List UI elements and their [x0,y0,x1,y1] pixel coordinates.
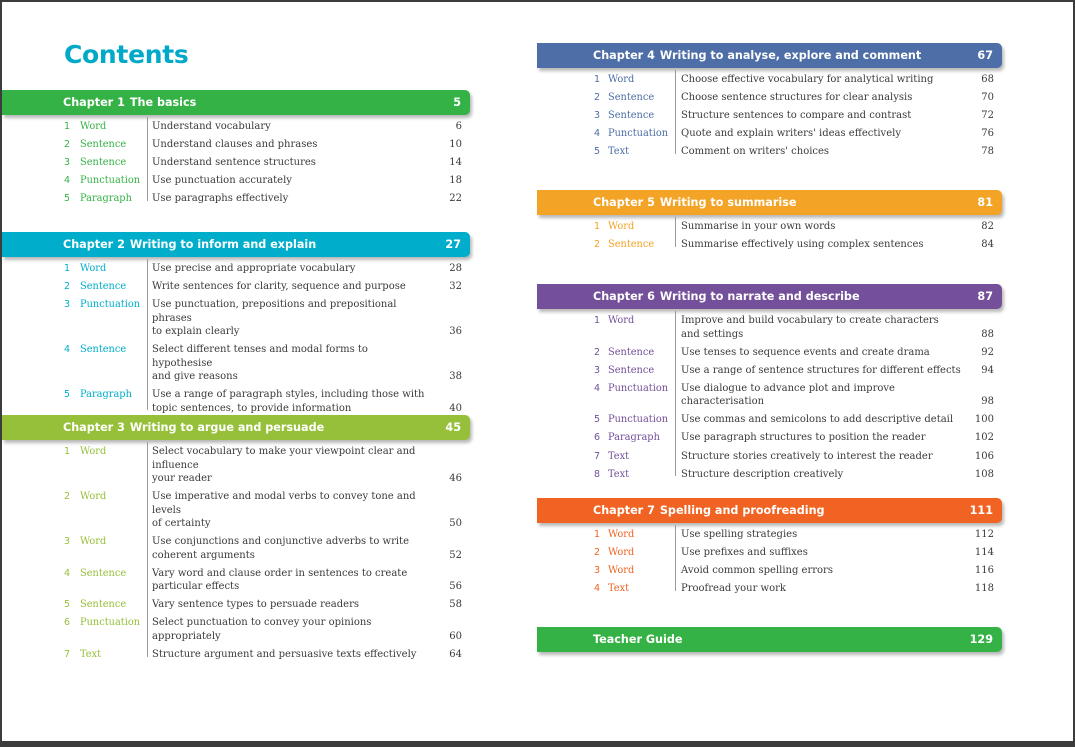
unit-page-number: 108 [974,468,994,480]
unit-type: Paragraph [80,193,132,205]
unit-description: Use commas and semicolons to add descriptive detail [681,414,954,426]
chapter-title-text: Spelling and proofreading [659,504,825,517]
unit-list [2,120,470,206]
unit-description: Use precise and appropriate vocabulary [152,263,356,274]
chapter-title [593,498,825,523]
unit-description: Use prefixes and suffixes [681,547,808,559]
unit-description: Use conjunctions and conjunctive adverbs to write coherent arguments [152,536,409,561]
unit-page-number: 70 [981,92,994,104]
chapter-ch1 [2,90,470,210]
unit-number: 3 [64,157,71,169]
chapter-header[interactable] [2,90,470,115]
unit-description: Proofread your work [681,583,786,595]
chapter-title-text: Writing to analyse, explore and comment [659,49,922,62]
unit-number: 1 [594,221,601,232]
unit-page-number: 38 [449,371,462,383]
chapter-title [593,190,796,215]
unit-description: Understand vocabulary [152,121,271,132]
unit-number: 2 [64,139,71,151]
unit-type: Sentence [80,567,127,579]
unit-type: Sentence [608,364,655,376]
chapter-title [63,90,196,115]
unit-page-number: 82 [981,221,994,232]
unit-row[interactable] [64,567,462,594]
unit-number: 1 [64,263,71,274]
unit-page-number: 60 [449,630,462,642]
chapter-title [593,43,921,68]
unit-description: Avoid common spelling errors [681,565,833,577]
chapter-ch3 [2,415,470,666]
chapter-page-number: 67 [977,49,993,62]
unit-page-number: 46 [449,473,462,484]
page-title: Contents [64,40,189,69]
unit-page-number: 32 [449,281,462,293]
unit-row[interactable] [64,343,462,384]
chapter-page-number: 81 [977,196,993,209]
unit-description: Vary sentence types to persuade readers [152,599,359,611]
unit-number: 4 [594,382,601,394]
unit-number: 2 [594,92,601,104]
unit-row[interactable] [594,546,994,560]
unit-number: 5 [594,146,601,158]
chapter-title-text: Writing to summarise [659,196,797,209]
unit-page-number: 118 [974,583,994,595]
unit-type: Sentence [80,599,127,611]
unit-number: 3 [594,565,601,577]
unit-type: Paragraph [80,389,132,401]
unit-list [537,220,1002,252]
unit-page-number: 28 [449,263,462,274]
chapter-label: Chapter 3 [63,421,125,434]
unit-type: Text [608,146,630,158]
unit-number: 2 [594,547,601,559]
unit-description: Improve and build vocabulary to create characters and settings [681,315,939,340]
unit-type: Paragraph [608,432,660,444]
unit-description: Use a range of paragraph styles, including those with topic sentences, to provide information [152,389,425,414]
unit-description: Understand sentence structures [152,157,316,169]
chapter-header[interactable] [537,498,1002,523]
chapter-ch2 [2,232,470,420]
unit-number: 6 [64,617,71,629]
unit-number: 4 [64,344,71,356]
unit-description: Choose sentence structures for clear analysis [681,92,913,104]
unit-number: 1 [64,446,71,457]
unit-description: Summarise effectively using complex sentences [681,239,924,251]
unit-type: Sentence [608,92,655,104]
unit-row[interactable] [594,145,994,159]
unit-row[interactable] [594,346,994,360]
unit-row[interactable] [64,174,462,188]
unit-type: Word [608,529,635,540]
unit-description: Use tenses to sequence events and create drama [681,346,930,358]
unit-type: Text [608,583,630,595]
unit-number: 4 [64,175,71,187]
unit-description: Write sentences for clarity, sequence and purpose [152,281,406,293]
chapter-ch6 [537,284,1002,486]
unit-page-number: 52 [449,549,462,561]
unit-row[interactable] [64,535,462,562]
unit-type: Word [608,547,635,559]
unit-type: Sentence [80,139,127,151]
unit-type: Punctuation [80,175,141,187]
chapter-header[interactable] [537,190,1002,215]
chapter-header[interactable] [2,232,470,257]
unit-type: Text [608,468,630,480]
unit-type: Word [608,221,635,232]
unit-page-number: 114 [974,547,994,559]
unit-row[interactable] [64,280,462,294]
chapter-label: Chapter 6 [593,290,655,303]
unit-row[interactable] [594,91,994,105]
unit-number: 1 [594,315,601,326]
unit-page-number: 84 [981,239,994,251]
chapter-page-number: 87 [977,290,993,303]
chapter-page-number: 45 [445,421,461,434]
unit-row[interactable] [64,262,462,276]
unit-page-number: 58 [449,599,462,611]
unit-type: Text [80,649,102,661]
unit-type: Word [80,536,107,548]
unit-number: 5 [594,414,601,426]
unit-type: Word [80,263,107,274]
unit-page-number: 78 [981,146,994,158]
chapter-title-text: Writing to argue and persuade [129,421,325,434]
unit-number: 5 [64,389,71,401]
chapter-ch7 [537,498,1002,600]
unit-page-number: 88 [981,328,994,340]
unit-row[interactable] [594,528,994,542]
unit-row[interactable] [594,314,994,341]
unit-page-number: 36 [449,326,462,338]
unit-number: 2 [64,281,71,293]
unit-page-number: 94 [981,364,994,376]
unit-page-number: 50 [449,518,462,530]
chapter-page-number: 129 [969,633,993,646]
unit-row[interactable] [64,192,462,206]
unit-type: Sentence [80,281,127,293]
unit-row[interactable] [594,109,994,123]
unit-description: Use dialogue to advance plot and improve characterisation [681,382,895,408]
column-divider [675,70,676,154]
unit-row[interactable] [594,450,994,464]
unit-page-number: 72 [981,110,994,122]
unit-list [2,262,470,415]
chapter-label: Chapter 5 [593,196,655,209]
unit-description: Structure stories creatively to interest the reader [681,450,933,462]
unit-description: Select punctuation to convey your opinions appropriately [152,617,372,642]
unit-row[interactable] [64,490,462,531]
chapter-teacher [537,627,1002,652]
column-divider [675,525,676,591]
unit-row[interactable] [64,616,462,643]
unit-type: Sentence [80,157,127,169]
unit-type: Word [608,74,635,85]
unit-list [537,528,1002,596]
unit-page-number: 92 [981,346,994,358]
unit-row[interactable] [594,564,994,578]
unit-number: 8 [594,468,601,480]
unit-description: Comment on writers' choices [681,146,830,158]
unit-number: 3 [64,299,71,311]
chapter-label: Chapter 7 [593,504,655,517]
unit-row[interactable] [64,445,462,486]
unit-row[interactable] [594,468,994,482]
unit-page-number: 6 [455,121,462,132]
unit-number: 1 [594,529,601,540]
unit-description: Use punctuation, prepositions and prepositional phrases to explain clearly [152,299,397,338]
unit-number: 2 [64,491,71,503]
unit-row[interactable] [64,156,462,170]
unit-row[interactable] [594,582,994,596]
unit-description: Vary word and clause order in sentences to create particular effects [152,567,408,593]
chapter-ch5 [537,190,1002,256]
column-divider [675,217,676,247]
unit-type: Sentence [608,239,655,251]
unit-row[interactable] [64,138,462,152]
unit-description: Use spelling strategies [681,529,798,540]
chapter-title-text: Teacher Guide [593,633,683,646]
chapter-header[interactable] [537,284,1002,309]
unit-list [537,314,1002,481]
unit-row[interactable] [594,382,994,409]
unit-number: 3 [594,110,601,122]
unit-page-number: 76 [981,128,994,140]
column-divider [147,442,148,657]
unit-page-number: 116 [974,565,994,577]
unit-type: Text [608,450,630,462]
unit-description: Structure sentences to compare and contrast [681,110,912,122]
unit-list [2,445,470,662]
unit-row[interactable] [594,413,994,427]
unit-type: Word [80,446,107,457]
unit-row[interactable] [64,298,462,339]
unit-type: Word [80,491,107,503]
unit-number: 4 [594,128,601,140]
chapter-title [593,284,860,309]
unit-page-number: 112 [974,529,994,540]
unit-row[interactable] [64,648,462,662]
unit-page-number: 106 [974,450,994,462]
unit-page-number: 100 [974,414,994,426]
unit-type: Word [608,565,635,577]
column-divider [147,117,148,201]
unit-description: Summarise in your own words [681,221,836,232]
chapter-page-number: 27 [445,238,461,251]
unit-page-number: 22 [449,193,462,205]
unit-type: Sentence [608,346,655,358]
chapter-ch4 [537,43,1002,163]
chapter-label: Chapter 1 [63,96,125,109]
unit-description: Quote and explain writers' ideas effectively [681,128,901,140]
unit-description: Use paragraph structures to position the reader [681,432,926,444]
unit-type: Punctuation [608,382,669,394]
unit-description: Select different tenses and modal forms to hypothesise and give reasons [152,344,368,383]
chapter-title [593,627,682,652]
chapter-title [63,232,316,257]
unit-page-number: 10 [449,139,462,151]
unit-type: Word [80,121,107,132]
unit-number: 6 [594,432,601,444]
unit-description: Structure description creatively [681,468,844,480]
unit-number: 3 [594,364,601,376]
chapter-page-number: 111 [969,504,993,517]
chapter-header[interactable] [2,415,470,440]
unit-row[interactable] [594,238,994,252]
unit-page-number: 64 [449,649,462,661]
unit-row[interactable] [64,598,462,612]
unit-row[interactable] [594,220,994,234]
column-divider [147,259,148,410]
unit-row[interactable] [594,127,994,141]
unit-description: Understand clauses and phrases [152,139,318,151]
unit-number: 1 [594,74,601,85]
unit-page-number: 14 [449,157,462,169]
unit-type: Word [608,315,635,326]
unit-row[interactable] [594,364,994,378]
unit-description: Use paragraphs effectively [152,193,289,205]
unit-type: Sentence [80,344,127,356]
chapter-title-text: The basics [129,96,197,109]
unit-number: 5 [64,193,71,205]
unit-type: Sentence [608,110,655,122]
unit-number: 4 [64,567,71,579]
chapter-label: Chapter 2 [63,238,125,251]
unit-description: Use imperative and modal verbs to convey tone and levels of certainty [152,491,416,530]
unit-number: 2 [594,346,601,358]
unit-number: 4 [594,583,601,595]
chapter-title-text: Writing to narrate and describe [659,290,860,303]
unit-list [537,73,1002,159]
unit-type: Punctuation [608,414,669,426]
unit-page-number: 56 [449,581,462,593]
contents-page [2,2,1073,741]
unit-description: Choose effective vocabulary for analytical writing [681,74,934,85]
unit-number: 1 [64,121,71,132]
chapter-title [63,415,324,440]
unit-type: Punctuation [80,617,141,629]
chapter-header[interactable] [537,627,1002,652]
unit-number: 2 [594,239,601,251]
unit-description: Select vocabulary to make your viewpoint clear and influence your reader [152,446,416,484]
unit-page-number: 102 [974,432,994,444]
unit-description: Use punctuation accurately [152,175,292,187]
unit-row[interactable] [64,388,462,415]
column-divider [675,311,676,476]
chapter-title-text: Writing to inform and explain [129,238,317,251]
unit-row[interactable] [64,120,462,134]
unit-type: Punctuation [80,299,141,311]
unit-page-number: 98 [981,396,994,408]
chapter-header[interactable] [537,43,1002,68]
unit-page-number: 18 [449,175,462,187]
unit-number: 7 [594,450,601,462]
unit-number: 7 [64,649,71,661]
chapter-label: Chapter 4 [593,49,655,62]
unit-description: Structure argument and persuasive texts effectively [152,649,417,661]
unit-row[interactable] [594,431,994,445]
unit-number: 3 [64,536,71,548]
unit-description: Use a range of sentence structures for different effects [681,364,961,376]
chapter-page-number: 5 [453,96,461,109]
unit-row[interactable] [594,73,994,87]
unit-number: 5 [64,599,71,611]
unit-page-number: 68 [981,74,994,85]
unit-type: Punctuation [608,128,669,140]
unit-page-number: 40 [449,402,462,414]
